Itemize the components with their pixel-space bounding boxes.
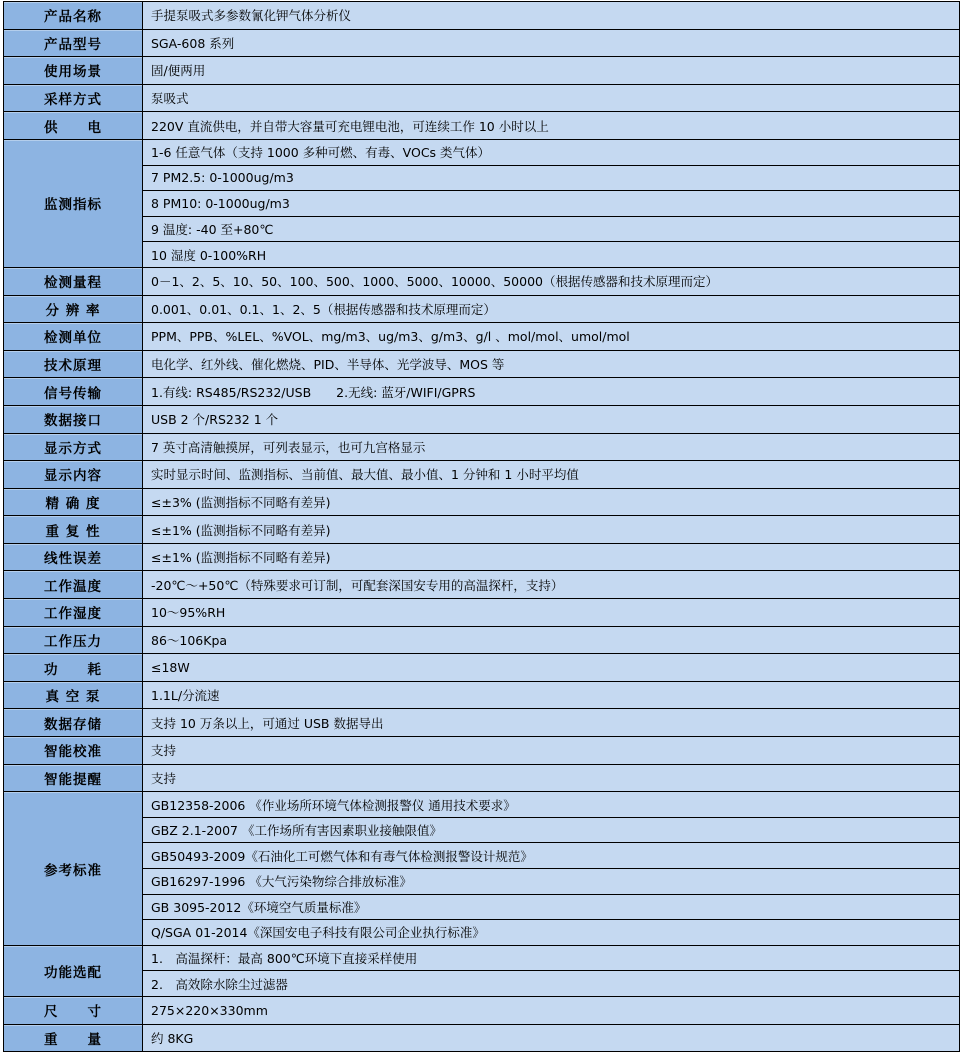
spec-value: 220V 直流供电，并自带大容量可充电锂电池，可连续工作 10 小时以上 (143, 112, 960, 140)
spec-row-smart-calibration (4, 737, 960, 765)
spec-subrow (4, 817, 960, 843)
spec-row-product-name (4, 2, 960, 30)
spec-table (3, 1, 960, 1052)
spec-value: ≤±1% (监测指标不同略有差异) (143, 543, 960, 571)
spec-label: 功 耗 (4, 654, 143, 682)
spec-row-detection-range (4, 267, 960, 295)
spec-value: 实时显示时间、监测指标、当前值、最大值、最小值、1 分钟和 1 小时平均值 (143, 461, 960, 489)
spec-value: 支持 (143, 764, 960, 792)
spec-value: ≤18W (143, 654, 960, 682)
spec-value: 1.1L/分流速 (143, 681, 960, 709)
spec-value: GBZ 2.1-2007 《工作场所有害因素职业接触限值》 (143, 817, 960, 843)
spec-subrow (4, 843, 960, 869)
spec-label: 数据存储 (4, 709, 143, 737)
spec-row-resolution (4, 295, 960, 323)
spec-label: 显示内容 (4, 461, 143, 489)
spec-label: 工作湿度 (4, 599, 143, 627)
spec-label: 分 辨 率 (4, 295, 143, 323)
spec-row-weight (4, 1024, 960, 1052)
spec-value: GB50493-2009《石油化工可燃气体和有毒气体检测报警设计规范》 (143, 843, 960, 869)
spec-value: 2. 高效除水除尘过滤器 (143, 971, 960, 997)
spec-value: ≤±3% (监测指标不同略有差异) (143, 488, 960, 516)
spec-table-body (4, 2, 960, 1052)
spec-value: 支持 10 万条以上，可通过 USB 数据导出 (143, 709, 960, 737)
spec-value: ≤±1% (监测指标不同略有差异) (143, 516, 960, 544)
spec-label: 信号传输 (4, 378, 143, 406)
spec-value: 电化学、红外线、催化燃烧、PID、半导体、光学波导、MOS 等 (143, 350, 960, 378)
spec-subrow (4, 216, 960, 242)
spec-value: 泵吸式 (143, 84, 960, 112)
spec-subrow (4, 242, 960, 268)
spec-value: USB 2 个/RS232 1 个 (143, 405, 960, 433)
spec-row-accuracy (4, 488, 960, 516)
spec-row-signal-transmission (4, 378, 960, 406)
spec-value: 86～106Kpa (143, 626, 960, 654)
spec-subrow (4, 894, 960, 920)
spec-subrow (4, 971, 960, 997)
spec-row-technical-principle (4, 350, 960, 378)
spec-row-data-storage (4, 709, 960, 737)
spec-label: 数据接口 (4, 405, 143, 433)
spec-row-working-humidity (4, 599, 960, 627)
spec-row-power-supply (4, 112, 960, 140)
spec-value: 0.001、0.01、0.1、1、2、5（根据传感器和技术原理而定） (143, 295, 960, 323)
spec-label: 检测量程 (4, 267, 143, 295)
spec-row-data-interface (4, 405, 960, 433)
spec-label: 工作压力 (4, 626, 143, 654)
spec-value: 8 PM10: 0-1000ug/m3 (143, 191, 960, 217)
spec-label: 线性误差 (4, 543, 143, 571)
spec-row-model (4, 29, 960, 57)
spec-label: 检测单位 (4, 323, 143, 351)
spec-value: Q/SGA 01-2014《深国安电子科技有限公司企业执行标准》 (143, 920, 960, 946)
spec-row-monitoring-indicators (4, 139, 960, 165)
spec-label: 技术原理 (4, 350, 143, 378)
spec-label: 精 确 度 (4, 488, 143, 516)
spec-value: PPM、PPB、%LEL、%VOL、mg/m3、ug/m3、g/m3、g/l 、mol/mol、umol/mol (143, 323, 960, 351)
spec-label: 智能校准 (4, 737, 143, 765)
spec-row-reference-standards (4, 792, 960, 818)
spec-value: 7 英寸高清触摸屏，可列表显示，也可九宫格显示 (143, 433, 960, 461)
spec-value: 275×220×330mm (143, 996, 960, 1024)
spec-label: 重 复 性 (4, 516, 143, 544)
spec-value: 10 湿度 0-100%RH (143, 242, 960, 268)
spec-subrow (4, 920, 960, 946)
spec-value: 1-6 任意气体（支持 1000 多种可燃、有毒、VOCs 类气体） (143, 139, 960, 165)
spec-row-power-consumption (4, 654, 960, 682)
spec-row-optional-features (4, 945, 960, 971)
spec-value: GB 3095-2012《环境空气质量标准》 (143, 894, 960, 920)
spec-label: 参考标准 (4, 792, 143, 946)
spec-value: SGA-608 系列 (143, 29, 960, 57)
spec-label: 尺 寸 (4, 996, 143, 1024)
spec-row-dimensions (4, 996, 960, 1024)
spec-label: 真 空 泵 (4, 681, 143, 709)
spec-label: 供 电 (4, 112, 143, 140)
spec-label: 使用场景 (4, 57, 143, 85)
spec-row-vacuum-pump (4, 681, 960, 709)
spec-row-smart-reminder (4, 764, 960, 792)
spec-row-usage-scene (4, 57, 960, 85)
spec-label: 工作温度 (4, 571, 143, 599)
spec-value: 固/便两用 (143, 57, 960, 85)
spec-row-display-mode (4, 433, 960, 461)
spec-row-working-pressure (4, 626, 960, 654)
spec-value: 支持 (143, 737, 960, 765)
spec-row-working-temperature (4, 571, 960, 599)
spec-label: 采样方式 (4, 84, 143, 112)
spec-value: -20℃～+50℃（特殊要求可订制，可配套深国安专用的高温探杆，支持） (143, 571, 960, 599)
spec-label: 智能提醒 (4, 764, 143, 792)
spec-value: 10～95%RH (143, 599, 960, 627)
spec-value: GB12358-2006 《作业场所环境气体检测报警仪 通用技术要求》 (143, 792, 960, 818)
spec-value: 1.有线: RS485/RS232/USB 2.无线: 蓝牙/WIFI/GPRS (143, 378, 960, 406)
spec-subrow (4, 869, 960, 895)
spec-value: 约 8KG (143, 1024, 960, 1052)
spec-subrow (4, 165, 960, 191)
spec-row-sampling-method (4, 84, 960, 112)
spec-row-display-content (4, 461, 960, 489)
spec-label: 重 量 (4, 1024, 143, 1052)
spec-label: 显示方式 (4, 433, 143, 461)
spec-label: 功能选配 (4, 945, 143, 996)
spec-label: 监测指标 (4, 139, 143, 267)
spec-value: 7 PM2.5: 0-1000ug/m3 (143, 165, 960, 191)
spec-subrow (4, 191, 960, 217)
spec-row-repeatability (4, 516, 960, 544)
spec-row-linearity-error (4, 543, 960, 571)
spec-row-detection-unit (4, 323, 960, 351)
spec-label: 产品型号 (4, 29, 143, 57)
spec-value: GB16297-1996 《大气污染物综合排放标准》 (143, 869, 960, 895)
spec-label: 产品名称 (4, 2, 143, 30)
spec-value: 9 温度: -40 至+80℃ (143, 216, 960, 242)
spec-value: 手提泵吸式多参数氰化钾气体分析仪 (143, 2, 960, 30)
spec-value: 0－1、2、5、10、50、100、500、1000、5000、10000、50000（根据传感器和技术原理而定） (143, 267, 960, 295)
spec-value: 1. 高温探杆：最高 800℃环境下直接采样使用 (143, 945, 960, 971)
